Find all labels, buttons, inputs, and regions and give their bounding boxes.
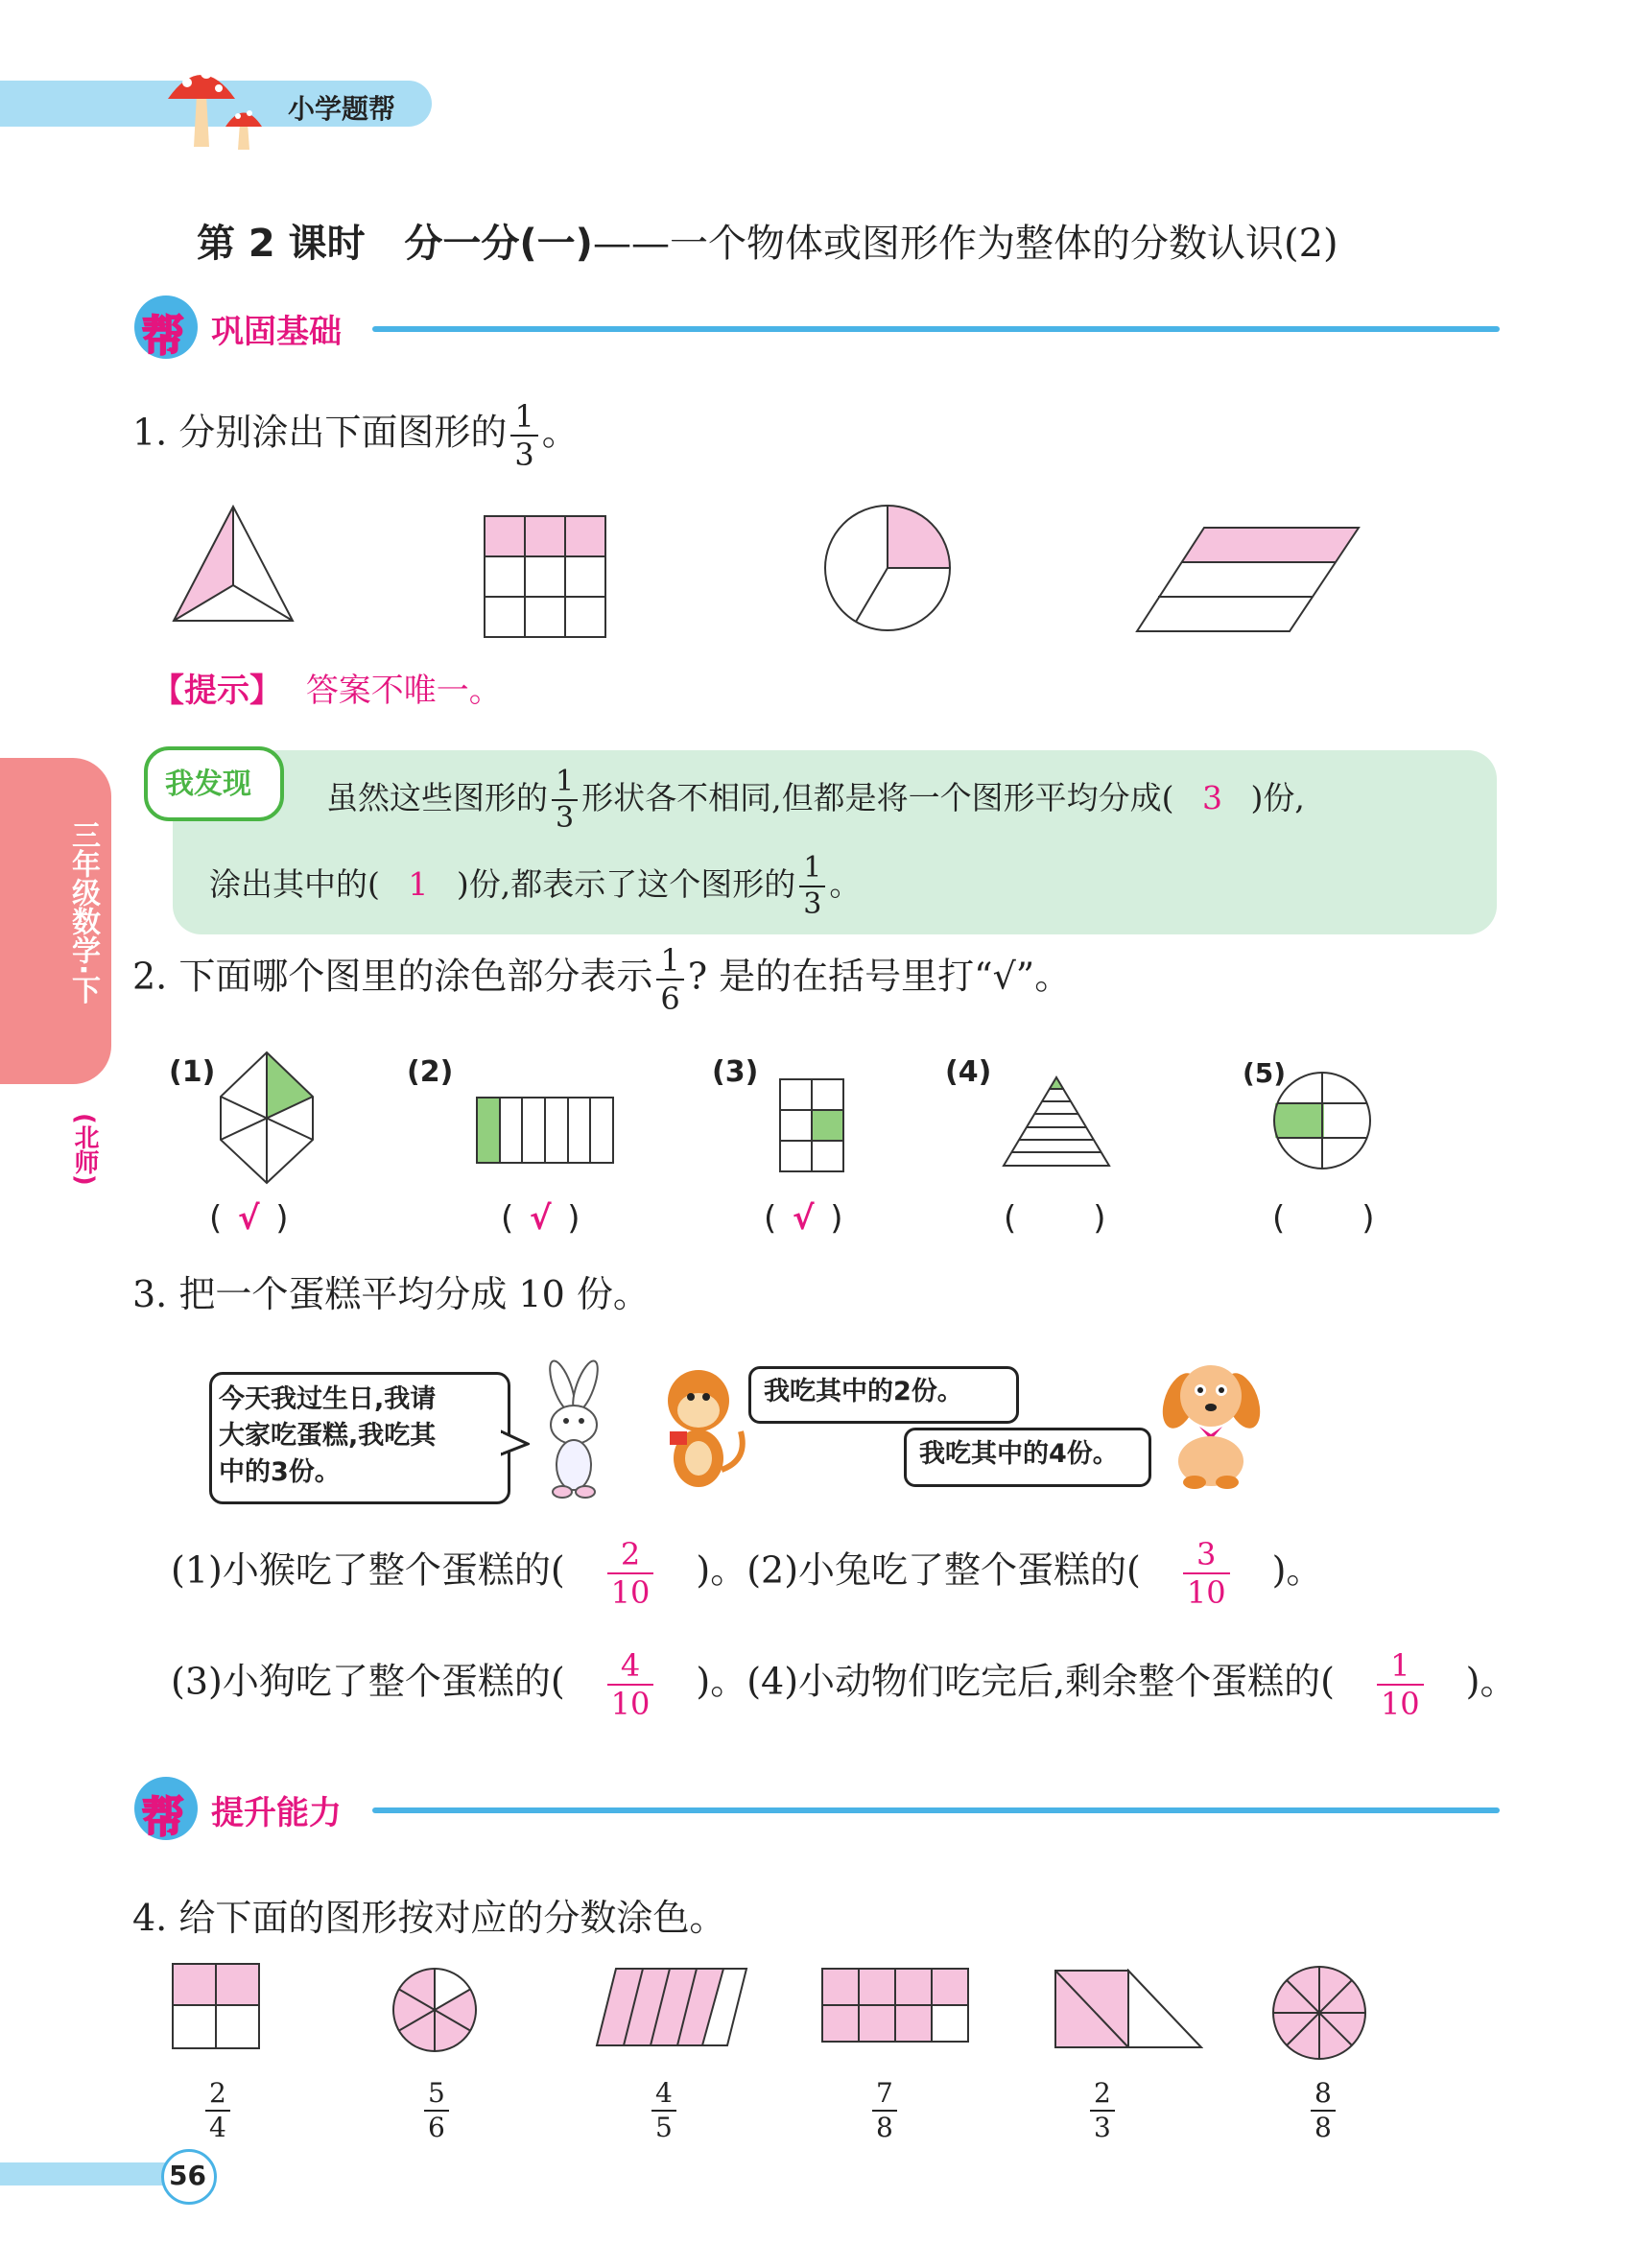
q1-parallelogram bbox=[1135, 526, 1361, 633]
q2-answer-1: ( √ ) bbox=[209, 1199, 289, 1238]
side-tab-edition: (北师) bbox=[70, 1113, 99, 1186]
q2-label-3: (3) bbox=[712, 1055, 759, 1089]
q4-fraction-2: $\frac{5}{6}$ bbox=[424, 2080, 449, 2141]
q4-fraction-4: $\frac{7}{8}$ bbox=[872, 2080, 897, 2141]
q4-rect-eighths bbox=[820, 1967, 970, 2044]
dog-speech-text: 我吃其中的4份。 bbox=[919, 1439, 1119, 1469]
q2-label-1: (1) bbox=[169, 1055, 216, 1089]
q4-square-quarters bbox=[171, 1962, 261, 2050]
footer-bar bbox=[0, 2162, 178, 2185]
discover-answer-1: 3 bbox=[1201, 779, 1222, 816]
q1-hint bbox=[152, 664, 502, 711]
q3-answer-row-2: (3)小狗吃了整个蛋糕的( $\frac{4}{10}$ )。(4)小动物们吃完后,剩余整个蛋糕的( $\frac{1}{10}$ )。 bbox=[171, 1647, 1517, 1722]
q4-square-triangle bbox=[1054, 1969, 1203, 2049]
side-tab-grade: 三年级数学·下 bbox=[66, 820, 100, 1004]
q3-answer-1: $\frac{2}{10}$ bbox=[607, 1539, 654, 1608]
monkey-illustration bbox=[649, 1355, 754, 1502]
q2-label-2: (2) bbox=[407, 1055, 454, 1089]
hint-label: 【提示】 bbox=[152, 672, 282, 710]
lesson-topic: 分一分(一) bbox=[404, 222, 593, 266]
discover-line1: 虽然这些图形的 $\frac{1}{3}$ 形状各不相同,但都是将一个图形平均分成( 3 )份, bbox=[326, 765, 1305, 835]
brand-label: 小学题帮 bbox=[288, 93, 396, 125]
q2-strip bbox=[475, 1096, 615, 1165]
q2-hexagon bbox=[219, 1051, 315, 1185]
q1-triangle bbox=[171, 504, 296, 624]
section-line-basic bbox=[372, 326, 1500, 332]
q3-answer-2: $\frac{3}{10}$ bbox=[1183, 1539, 1230, 1608]
q4-fraction-5: $\frac{2}{3}$ bbox=[1090, 2080, 1115, 2141]
q2-grid-3x2 bbox=[778, 1077, 845, 1173]
lesson-title bbox=[197, 213, 1338, 268]
section-line-advanced bbox=[372, 1807, 1500, 1813]
q4-circle-sixths bbox=[391, 1967, 478, 2053]
q2-label-5: (5) bbox=[1243, 1057, 1287, 1089]
q4-fraction-6: $\frac{8}{8}$ bbox=[1311, 2080, 1336, 2141]
q4-parallelogram-fifths bbox=[595, 1967, 748, 2047]
section-title-basic: 巩固基础 bbox=[211, 313, 342, 351]
q2-label-4: (4) bbox=[945, 1055, 992, 1089]
q2-prompt: 2. 下面哪个图里的涂色部分表示 $\frac{1}{6}$ ? 是的在括号里打“√”。 bbox=[132, 942, 1072, 1017]
q2-divided-circle bbox=[1271, 1070, 1373, 1171]
q3-answer-4: $\frac{1}{10}$ bbox=[1377, 1650, 1424, 1719]
q4-prompt: 4. 给下面的图形按对应的分数涂色。 bbox=[132, 1897, 726, 1939]
q1-prompt: 1. 分别涂出下面图形的 $\frac{1}{3}$ 。 bbox=[132, 398, 579, 473]
q2-answer-5: ( ) bbox=[1272, 1199, 1375, 1238]
hint-text: 答案不唯一。 bbox=[305, 672, 502, 710]
section-badge-basic: 帮 bbox=[134, 295, 198, 359]
q3-answer-row-1: (1)小猴吃了整个蛋糕的( $\frac{2}{10}$ )。(2)小兔吃了整个蛋糕的( $\frac{3}{10}$ )。 bbox=[171, 1536, 1323, 1611]
lesson-subtitle: ——一个物体或图形作为整体的分数认识(2) bbox=[592, 222, 1338, 266]
q4-fraction-1: $\frac{2}{4}$ bbox=[205, 2080, 230, 2141]
q1-fraction: $\frac{1}{3}$ bbox=[510, 401, 537, 470]
rabbit-illustration bbox=[526, 1358, 622, 1505]
lesson-number: 第 2 课时 bbox=[197, 222, 366, 266]
discover-label: 我发现 bbox=[165, 768, 251, 801]
q4-circle-eighths bbox=[1271, 1965, 1367, 2061]
page-number: 56 bbox=[169, 2160, 206, 2191]
q1-circle bbox=[823, 504, 952, 632]
discover-answer-2: 1 bbox=[408, 865, 429, 903]
rabbit-speech-text: 今天我过生日,我请 大家吃蛋糕,我吃其 中的3份。 bbox=[219, 1384, 437, 1487]
mushroom-logo bbox=[163, 56, 278, 155]
section-badge-advanced: 帮 bbox=[134, 1777, 198, 1840]
q2-answer-4: ( ) bbox=[1004, 1199, 1106, 1238]
monkey-speech-text: 我吃其中的2份。 bbox=[764, 1377, 963, 1406]
q3-prompt: 3. 把一个蛋糕平均分成 10 份。 bbox=[132, 1273, 650, 1315]
dog-illustration bbox=[1156, 1348, 1267, 1496]
section-title-advanced: 提升能力 bbox=[211, 1794, 342, 1832]
q3-answer-3: $\frac{4}{10}$ bbox=[607, 1650, 654, 1719]
q2-stacked-triangle bbox=[1001, 1075, 1112, 1169]
q2-answer-2: ( √ ) bbox=[501, 1199, 580, 1238]
q1-grid bbox=[483, 514, 607, 639]
q2-answer-3: ( √ ) bbox=[764, 1199, 843, 1238]
q4-fraction-3: $\frac{4}{5}$ bbox=[651, 2080, 676, 2141]
discover-line2: 涂出其中的( 1 )份,都表示了这个图形的 $\frac{1}{3}$ 。 bbox=[209, 851, 862, 921]
